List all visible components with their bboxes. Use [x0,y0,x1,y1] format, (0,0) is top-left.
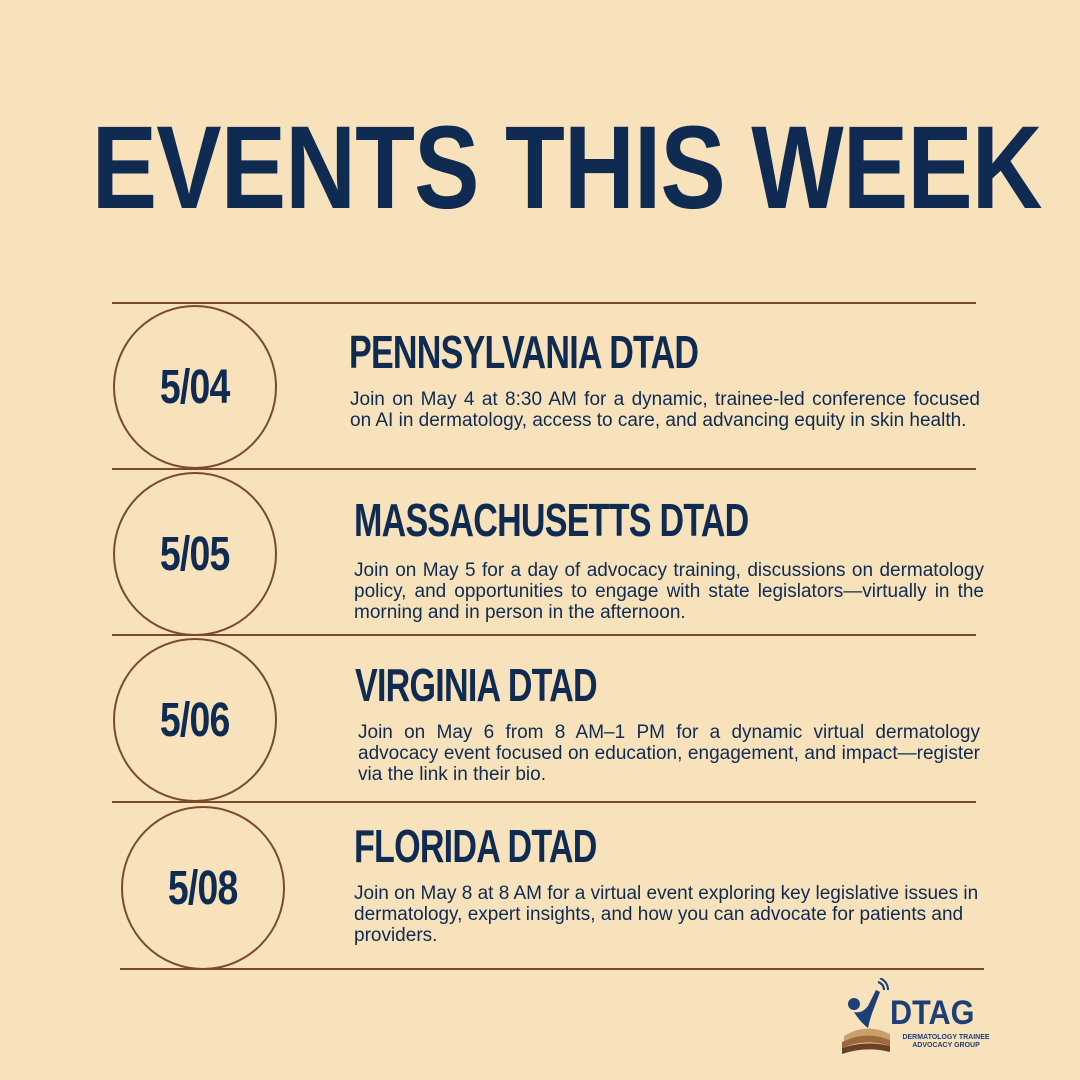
event-date: 5/04 [160,360,230,414]
divider-line [112,801,976,803]
event-date: 5/05 [160,527,230,581]
event-title: MASSACHUSETTS DTAD [354,494,749,546]
divider-line [120,968,984,970]
event-date: 5/06 [160,693,230,747]
date-circle [113,638,277,802]
event-title: FLORIDA DTAD [354,820,597,872]
event-description: Join on May 8 at 8 AM for a virtual event exploring key legislative issues in dermatology, expert insights, and how you can advocate for patients and providers. [354,883,979,946]
divider-line [112,468,976,470]
event-description: Join on May 4 at 8:30 AM for a dynamic, trainee-led conference focused on AI in dermatology, access to care, and advancing equity in skin health. [350,389,980,431]
logo-subtitle: DERMATOLOGY TRAINEE ADVOCACY GROUP [902,1034,990,1049]
event-description: Join on May 6 from 8 AM–1 PM for a dynamic virtual dermatology advocacy event focused on education, engagement, and impact—register via the link in their bio. [358,722,980,785]
date-circle [121,806,285,970]
date-circle [113,472,277,636]
event-title: PENNSYLVANIA DTAD [349,326,699,378]
event-date: 5/08 [168,861,238,915]
divider-line [112,634,976,636]
event-description: Join on May 5 for a day of advocacy training, discussions on dermatology policy, and opportunities to engage with state legislators—virtually in the morning and in person in the afternoon. [354,560,984,623]
logo-wordmark: DTAG [890,994,975,1032]
dtag-logo [840,978,1000,1058]
date-circle [113,305,277,469]
page-title: EVENTS THIS WEEK [91,102,1042,234]
event-title: VIRGINIA DTAD [355,659,597,711]
divider-line [112,302,976,304]
person-raising-arm-icon [840,978,892,1054]
